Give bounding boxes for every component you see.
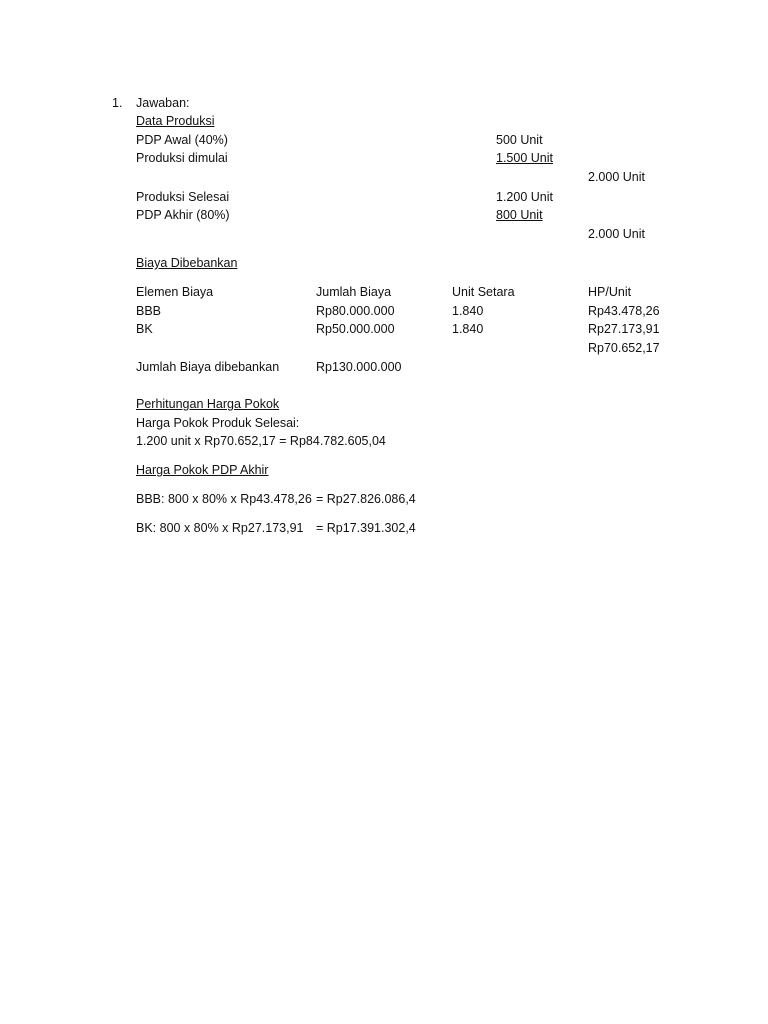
column-header: Elemen Biaya (136, 285, 214, 299)
table-cell: Rp50.000.000 (316, 322, 395, 336)
data-produksi-heading: Data Produksi (136, 114, 215, 128)
table-cell: BK (136, 322, 153, 336)
bk-calc: BK: 800 x 80% x Rp27.173,91 (136, 521, 304, 535)
produksi-dimulai-label: Produksi dimulai (136, 151, 228, 165)
answer-label: Jawaban: (136, 96, 190, 110)
total-output-value: 2.000 Unit (588, 227, 645, 241)
table-cell: Rp43.478,26 (588, 304, 660, 318)
table-cell: BBB (136, 304, 162, 318)
column-header: Unit Setara (452, 285, 515, 299)
harga-pokok-selesai-calc: 1.200 unit x Rp70.652,17 = Rp84.782.605,04 (136, 434, 386, 448)
pdp-akhir-value: 800 Unit (496, 208, 543, 222)
table-cell: 1.840 (452, 322, 484, 336)
produksi-dimulai-value: 1.500 Unit (496, 151, 553, 165)
total-input-value: 2.000 Unit (588, 170, 645, 184)
table-cell: Rp80.000.000 (316, 304, 395, 318)
pdp-awal-label: PDP Awal (40%) (136, 133, 228, 147)
table-cell: Rp27.173,91 (588, 322, 660, 336)
bbb-result: = Rp27.826.086,4 (316, 492, 416, 506)
produksi-selesai-value: 1.200 Unit (496, 190, 553, 204)
produksi-selesai-label: Produksi Selesai (136, 190, 230, 204)
bbb-calc: BBB: 800 x 80% x Rp43.478,26 (136, 492, 312, 506)
pdp-awal-value: 500 Unit (496, 133, 543, 147)
harga-pokok-selesai-label: Harga Pokok Produk Selesai: (136, 416, 300, 430)
pdp-akhir-label: PDP Akhir (80%) (136, 208, 230, 222)
column-header: HP/Unit (588, 285, 632, 299)
table-cell: 1.840 (452, 304, 484, 318)
column-header: Jumlah Biaya (316, 285, 392, 299)
perhitungan-heading: Perhitungan Harga Pokok (136, 397, 280, 411)
list-number: 1. (112, 96, 123, 110)
hp-total-value: Rp70.652,17 (588, 341, 660, 355)
total-biaya-label: Jumlah Biaya dibebankan (136, 360, 280, 374)
biaya-heading: Biaya Dibebankan (136, 256, 238, 270)
total-biaya-value: Rp130.000.000 (316, 360, 402, 374)
bk-result: = Rp17.391.302,4 (316, 521, 416, 535)
pdp-akhir-heading: Harga Pokok PDP Akhir (136, 463, 269, 477)
